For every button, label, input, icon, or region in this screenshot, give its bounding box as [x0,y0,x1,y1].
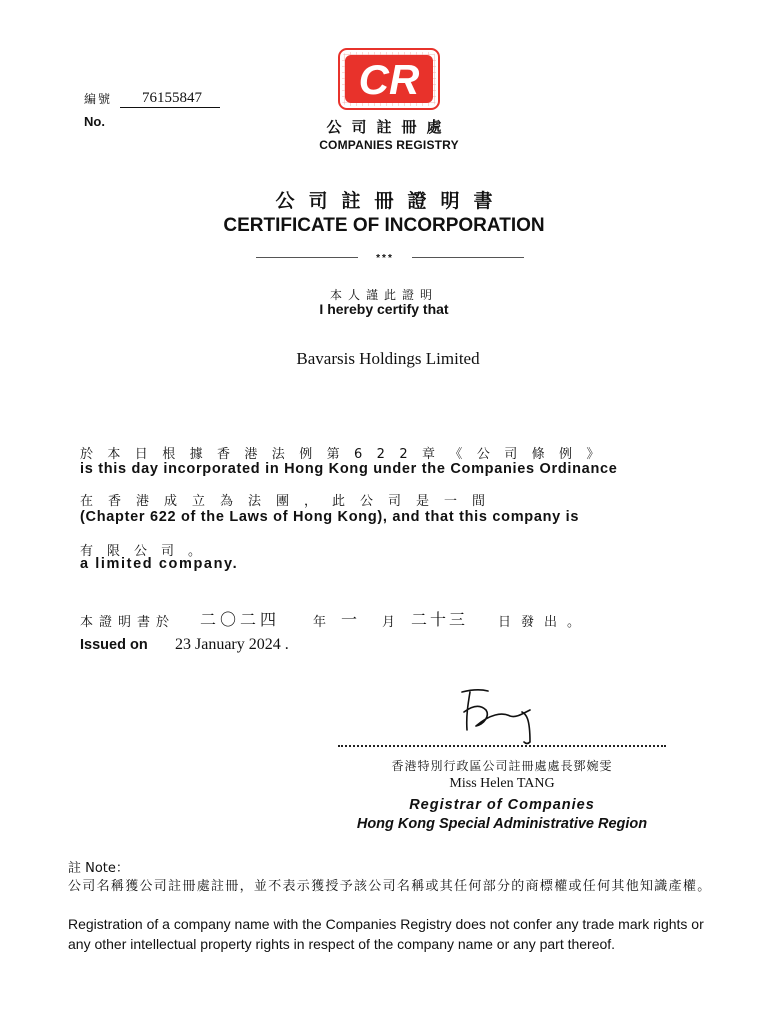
title-en: CERTIFICATE OF INCORPORATION [223,215,545,236]
body-line2-zh: 在香港成立為法團，此公司是一間 [80,494,501,509]
number-label-zh: 編號 [84,92,113,106]
issued-date-en: 23 January 2024 . [175,636,289,653]
issue-prefix-zh: 本證明書於 [80,615,176,630]
title-rule-left [256,257,358,258]
body-line1-en: is this day incorporated in Hong Kong under the Companies Ordinance [80,461,618,477]
note-label: 註 Note： [68,861,129,876]
registrar-title-en: Registrar of Companies [409,797,595,813]
issue-day-unit-zh: 日發出。 [498,615,591,630]
body-line1-zh: 於本日根據香港法例第622章《公司條例》 [80,447,614,462]
title-ornament: *** [376,253,394,264]
certificate-number: 76155847 [120,90,220,108]
issue-month-unit-zh: 月 [382,615,396,630]
title-zh: 公司註冊證明書 [275,190,507,212]
companies-registry-logo [338,48,440,110]
title-rule-right [412,257,524,258]
registrar-signature-image [450,684,550,746]
issue-year-unit-zh: 年 [313,615,327,630]
certify-en: I hereby certify that [319,301,449,317]
company-name: Bavarsis Holdings Limited [296,349,480,368]
registrar-region-en: Hong Kong Special Administrative Region [356,816,648,832]
registrar-title-zh: 香港特別行政區公司註冊處處長鄧婉雯 [391,759,613,773]
certify-zh: 本人謹此證明 [329,288,438,302]
body-line2-en: (Chapter 622 of the Laws of Hong Kong), and that this company is [80,509,580,525]
issue-month-zh: 一 [341,610,358,629]
logo-name-en: COMPANIES REGISTRY [319,138,459,152]
note-text-en: Registration of a company name with the Companies Registry does not confer any trade mark rights or any other intellectual property rights in respect of the company name or any part thereof. [68,916,704,952]
issued-label-en: Issued on [80,637,148,653]
note-text-zh: 公司名稱獲公司註冊處註冊，並不表示獲授予該公司名稱或其任何部分的商標權或任何其他知識產權。 [68,879,712,894]
logo-name-zh: 公司註冊處 [326,118,452,136]
number-label-en: No. [84,114,105,129]
registrar-name: Miss Helen TANG [449,776,555,791]
issue-day-zh: 二十三 [411,610,469,629]
signature-dotted-line [338,745,666,747]
body-line3-zh: 有限公司。 [80,544,216,559]
body-line3-en: a limited company. [80,556,239,572]
issue-year-zh: 二〇二四 [200,610,281,629]
logo-mark-text: CR [358,56,420,103]
